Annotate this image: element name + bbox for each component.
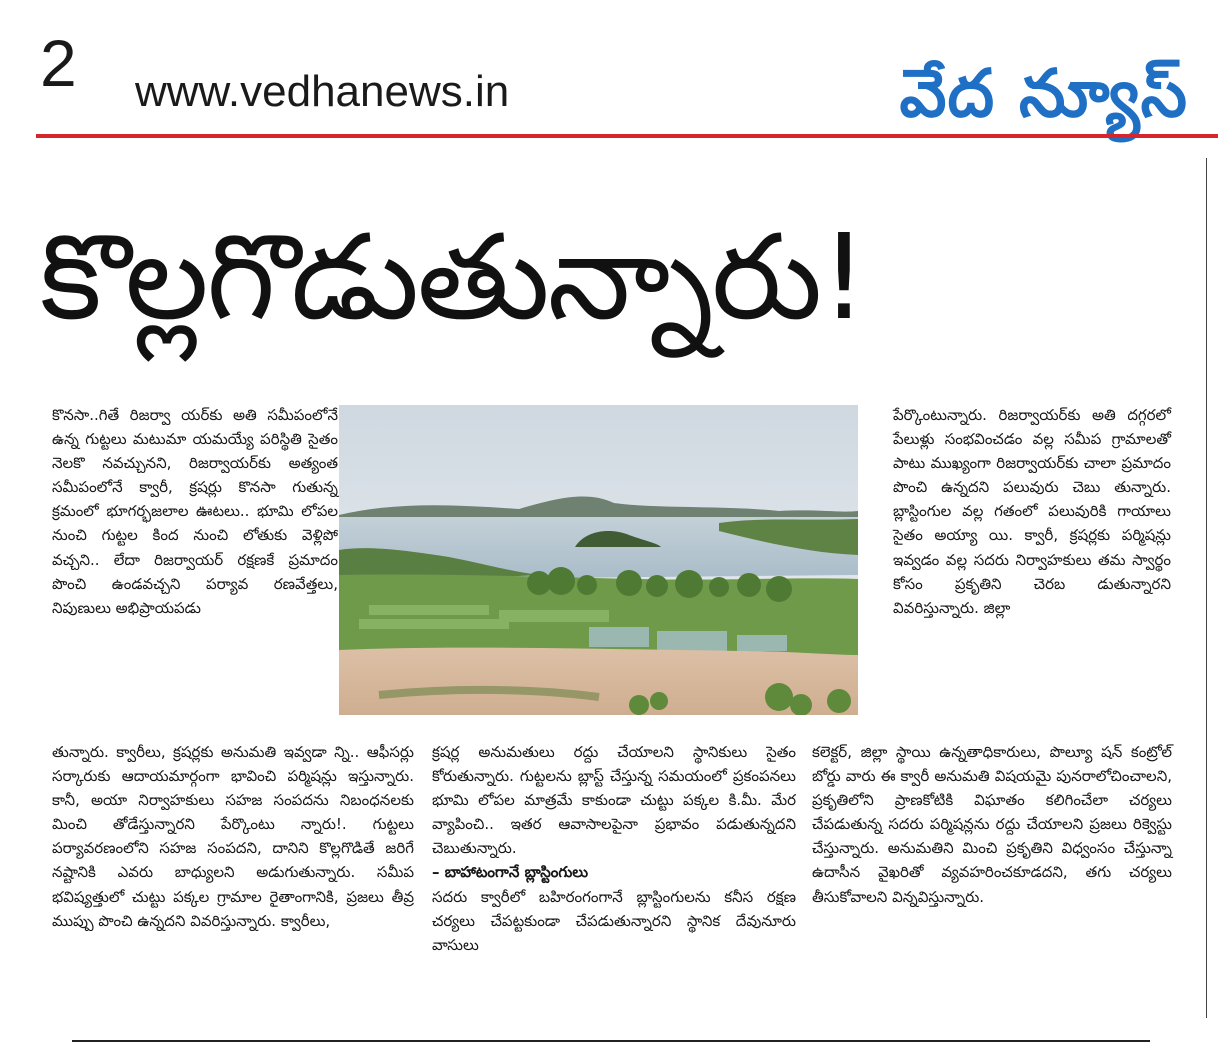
photo-illustration — [339, 405, 858, 715]
footer-rule — [72, 1040, 1150, 1042]
paragraph: తున్నారు. క్వారీలు, క్రషర్లకు అనుమతి ఇవ్వడా న్ని.. ఆఫీసర్లు సర్కారుకు ఆదాయమార్గంగా భావించి పర్మిషన్లు ఇస్తున్నారు. కానీ, అయా నిర్వాహకులు సహజ సంపదను నిబంధనలకు మించి తోడేస్తున్నారని పేర్కొంటు న్నారు!. గుట్టలు పర్యావరణంలోని సహజ సంపదని, దానిని కొల్లగొడితే జరిగే నష్టానికి ఎవరు బాధ్యులని అడుగుతున్నారు. సమీప భవిష్యత్తులో చుట్టు పక్కల గ్రామాల రైతాంగానికి, ప్రజలు తీవ్ర ముప్పు పొంచి ఉన్నదని వివరిస్తున్నారు. క్వారీలు, — [52, 743, 414, 930]
paragraph: పేర్కొంటున్నారు. రిజర్వాయర్‌కు అతి దగ్గరలో పేలుళ్లు సంభవించడం వల్ల సమీప గ్రామాలతో పాటు ముఖ్యంగా రిజర్వాయర్‌కు చాలా ప్రమాదం పొంచి ఉన్నదని పలువురు చెబు తున్నారు. బ్లాస్టింగుల వల్ల గతంలో పలువురికి గాయాలు సైతం అయ్యా యి. క్వారీ, క్రషర్లకు పర్మిషన్లు ఇవ్వడం వల్ల సదరు నిర్వాహకులు తమ స్వార్థం కోసం ప్రకృతిని చెరబ డుతున్నారని వివరిస్తున్నారు. జిల్లా — [893, 406, 1171, 617]
masthead-logo: వేద న్యూస్ — [899, 55, 1188, 132]
paragraph: క్రషర్ల అనుమతులు రద్దు చేయాలని స్థానికులు సైతం కోరుతున్నారు. గుట్టలను బ్లాస్ట్ చేస్తున్న సమయంలో ప్రకంపనలు భూమి లోపల మాత్రమే కాకుండా చుట్టు పక్కల కి.మీ. మేర వ్యాపించి.. ఇతర ఆవాసాలపైనా ప్రభావం పడుతున్నదని చెబుతున్నారు. — [432, 743, 796, 858]
article-column-1-bottom — [52, 740, 414, 933]
article-column-2 — [432, 740, 796, 957]
reservoir-landscape-photo — [339, 405, 858, 715]
article-column-3-top — [893, 403, 1171, 620]
paragraph: కలెక్టర్, జిల్లా స్థాయి ఉన్నతాధికారులు, పొల్యూ షన్ కంట్రోల్ బోర్డు వారు ఈ క్వారీ అనుమతి విషయమై పునరాలోచించాలని, ప్రకృతిలోని ప్రాణకోటికి విఘాతం కలిగించేలా చర్యలు చేపడుతున్న సదరు పర్మిషన్లను రద్దు చేయాలని ప్రజలు రిక్వెస్టు చేస్తున్నారు. అనుమతిని మించి ప్రకృతిని విధ్వంసం చేస్తున్నా ఉదాసీన వైఖరితో వ్యవహరించకూడదని, తగు చర్యలు తీసుకోవాలని విన్నవిస్తున్నారు. — [812, 743, 1172, 906]
paragraph: సదరు క్వారీలో బహిరంగంగానే బ్లాస్టింగులను కనీస రక్షణ చర్యలు చేపట్టకుండా చేపడుతున్నారని స్థానిక దేవునూరు వాసులు — [432, 887, 796, 954]
header-rule — [36, 134, 1218, 138]
article-headline: కొల్లగొడుతున్నారు! — [40, 208, 866, 346]
website-url[interactable]: www.vedhanews.in — [135, 67, 510, 116]
page-number: 2 — [40, 26, 77, 100]
article-column-3-bottom — [812, 740, 1172, 909]
section-subhead: – బాహాటంగానే బ్లాస్టింగులు — [432, 863, 589, 882]
column-divider — [1206, 158, 1207, 1018]
article-column-1-top — [52, 403, 338, 620]
paragraph: కొనసా..గితే రిజర్వా యర్‌కు అతి సమీపంలోనే ఉన్న గుట్టలు మటుమా యమయ్యే పరిస్థితి సైతం నెలకొ నవచ్చునని, రిజర్వాయర్‌కు అత్యంత సమీపంలోనే క్వారీ, క్రషర్లు కొనసా గుతున్న క్రమంలో భూగర్భజలాల ఊటలు.. భూమి లోపల నుంచి గుట్టల కింద నుంచి లోతుకు వెళ్లిపో వచ్చని.. లేదా రిజర్వాయర్ రక్షణకే ప్రమాదం పొంచి ఉండవచ్చని పర్యావ రణవేత్తలు, నిపుణులు అభిప్రాయపడు — [52, 406, 338, 617]
